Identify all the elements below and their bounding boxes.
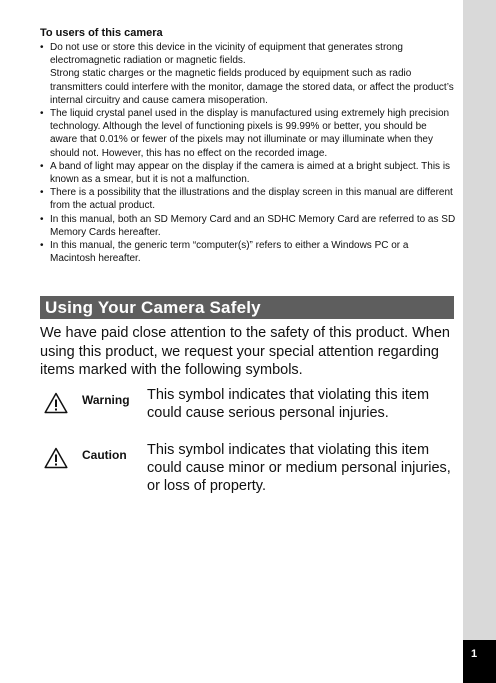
list-item <box>40 107 456 160</box>
notes-block <box>40 27 456 265</box>
bullet: • <box>40 240 44 252</box>
caution-description: This symbol indicates that violating this item could cause minor or medium personal injuries, or loss of property. <box>147 442 451 495</box>
note-paragraph: A band of light may appear on the display if the camera is aimed at a bright subject. This is known as a smear, but it is not a malfunction. <box>50 160 451 186</box>
section-header <box>40 296 454 319</box>
note-paragraph: The liquid crystal panel used in the display is manufactured using extremely high precision technology. Although the level of functioning pixels is 99.99% or better, you should be aware that 0.01% or fewer of the pixels may not illuminate or may illuminate when they should not. However, this has no effect on the recorded image. <box>50 108 450 159</box>
note-paragraph: Strong static charges or the magnetic fields produced by equipment such as radio transmitters could interfere with the monitor, damage the stored data, or affect the product’s internal circuitry and cause camera misoperation. <box>50 68 454 106</box>
bullet: • <box>40 213 44 225</box>
warning-triangle-icon <box>44 392 68 414</box>
note-paragraph: Do not use or store this device in the vicinity of equipment that generates strong electromagnetic radiation or magnetic fields. <box>50 42 403 67</box>
list-item <box>40 160 456 186</box>
note-paragraph: In this manual, both an SD Memory Card and an SDHC Memory Card are referred to as SD Memory Cards hereafter. <box>50 213 456 238</box>
bullet: • <box>40 160 44 172</box>
notes-list <box>40 41 456 265</box>
notes-title: To users of this camera <box>40 27 163 39</box>
bullet: • <box>40 42 44 53</box>
list-item <box>40 213 456 239</box>
list-item <box>40 186 456 212</box>
note-paragraph: There is a possibility that the illustrations and the display screen in this manual are different from the actual product. <box>50 187 453 212</box>
page-number-tab <box>463 640 496 683</box>
section-title: Using Your Camera Safely <box>45 298 261 317</box>
list-item <box>40 239 456 265</box>
list-item <box>40 41 456 107</box>
caution-triangle-icon <box>44 447 68 469</box>
section-intro: We have paid close attention to the safety of this product. When using this product, we request your special attention regarding items marked with the following symbols. <box>40 325 451 379</box>
warning-description: This symbol indicates that violating this item could cause serious personal injuries. <box>147 387 430 422</box>
side-strip <box>463 0 496 683</box>
bullet: • <box>40 187 44 199</box>
page-number: 1 <box>470 648 478 660</box>
warning-label: Warning <box>82 393 130 407</box>
caution-label: Caution <box>82 448 127 462</box>
bullet: • <box>40 108 44 120</box>
note-paragraph: In this manual, the generic term “computer(s)” refers to either a Windows PC or a Macintosh hereafter. <box>50 240 409 265</box>
